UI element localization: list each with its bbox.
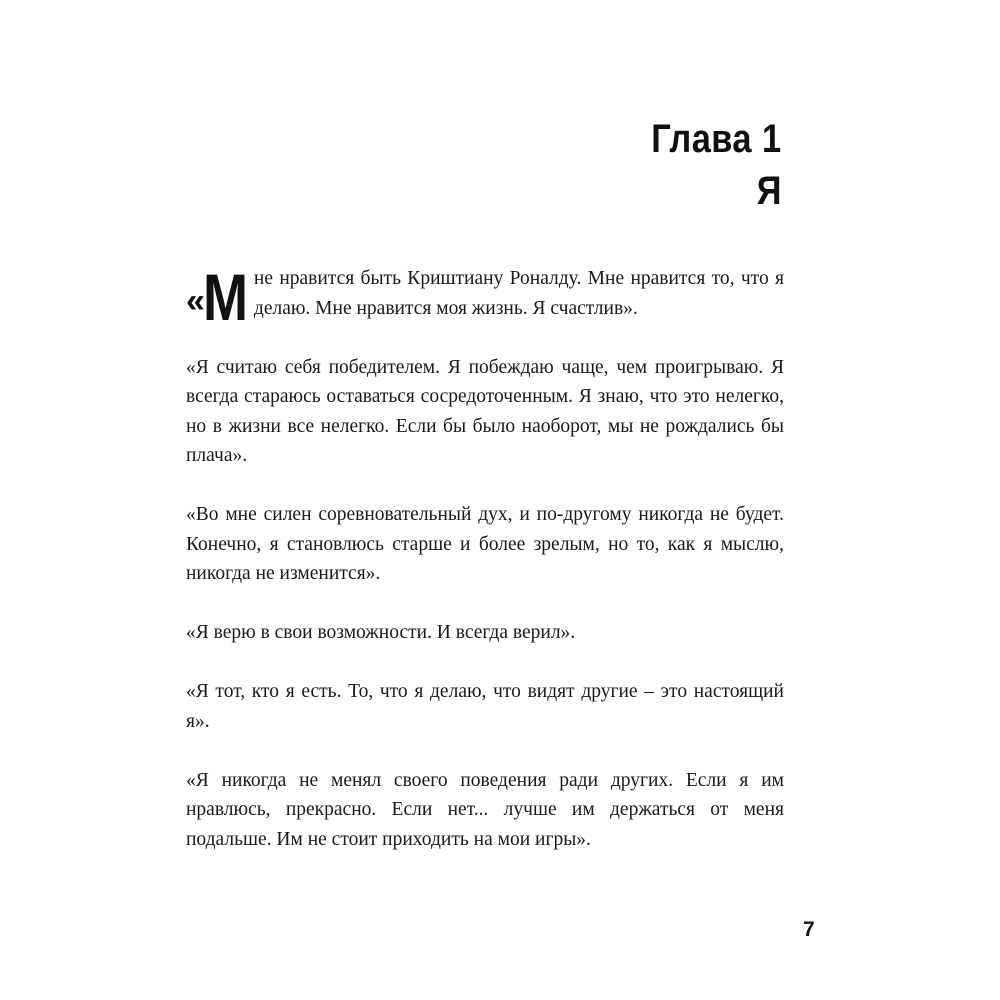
paragraph: «Я считаю себя победителем. Я побеждаю чаще, чем проигрываю. Я всегда стараюсь оставаться сосредоточенным. Я знаю, что это нелегко, но в жизни все нелегко. Если бы было наоборот, мы не рождались бы плача». [186,356,784,466]
page-number: 7 [803,918,815,941]
dropcap-letter: М [202,260,249,334]
paragraph: «Во мне силен соревновательный дух, и по-другому никогда не будет. Конечно, я становлюсь старше и более зрелым, но то, как я мыслю, никогда не изменится». [186,504,784,584]
paragraph-first-text: не нравится быть Криштиану Роналду. Мне нравится то, что я делаю. Мне нравится моя жизнь. Я счастлив». [253,268,784,319]
paragraph: «Я верю в свои возможности. И всегда верил». [186,622,576,643]
chapter-title: Я [757,169,782,213]
paragraph-first [186,260,784,334]
chapter-heading [630,115,782,219]
paragraph: «Я тот, кто я есть. То, что я делаю, что видят другие – это настоящий я». [186,681,784,732]
dropcap [186,260,250,334]
paragraph: «Я никогда не менял своего поведения ради других. Если я им нравлюсь, прекрасно. Если нет... лучше им держаться от меня подальше. Им не стоит приходить на мои игры». [186,769,784,850]
dropcap-quote: « [186,282,203,320]
chapter-label: Глава 1 [651,117,782,161]
chapter-body [186,260,784,884]
